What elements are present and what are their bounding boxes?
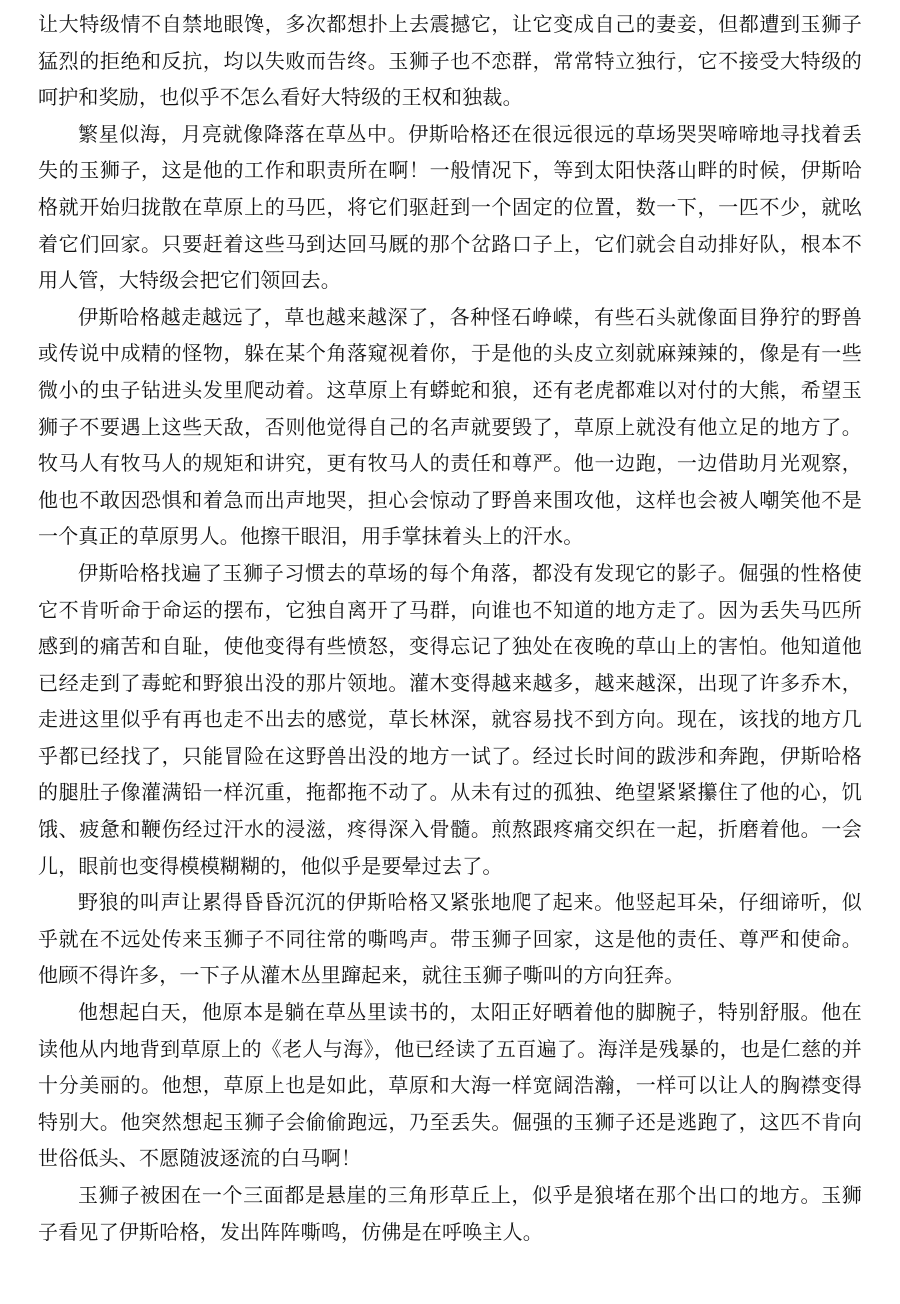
paragraph-7: 玉狮子被困在一个三面都是悬崖的三角形草丘上，似乎是狼堵在那个出口的地方。玉狮子看见了伊斯哈格，发出阵阵嘶鸣，仿佛是在呼唤主人。 <box>38 1183 862 1244</box>
paragraph-6: 他想起白天，他原本是躺在草丛里读书的，太阳正好晒着他的脚腕子，特别舒服。他在读他从内地背到草原上的《老人与海》，他已经读了五百遍了。海洋是残暴的，也是仁慈的并十分美丽的。他想，草原上也是如此，草原和大海一样宽阔浩瀚，一样可以让人的胸襟变得特别大。他突然想起玉狮子会偷偷跑远，乃至丢失。倔强的玉狮子还是逃跑了，这匹不肯向世俗低头、不愿随波逐流的白马啊！ <box>38 1000 862 1171</box>
paragraph-2: 繁星似海，月亮就像降落在草丛中。伊斯哈格还在很远很远的草场哭哭啼啼地寻找着丢失的玉狮子，这是他的工作和职责所在啊！一般情况下，等到太阳快落山畔的时候，伊斯哈格就开始归拢散在草原上的马匹，将它们驱赶到一个固定的位置，数一下，一匹不少，就吆着它们回家。只要赶着这些马到达回马厩的那个岔路口子上，它们就会自动排好队，根本不用人管，大特级会把它们领回去。 <box>38 121 862 293</box>
paragraph-5: 野狼的叫声让累得昏昏沉沉的伊斯哈格又紧张地爬了起来。他竖起耳朵，仔细谛听，似乎就在不远处传来玉狮子不同往常的嘶鸣声。带玉狮子回家，这是他的责任、尊严和使命。他顾不得许多，一下子从灌木丛里蹿起来，就往玉狮子嘶叫的方向狂奔。 <box>38 890 862 988</box>
paragraph-3: 伊斯哈格越走越远了，草也越来越深了，各种怪石峥嵘，有些石头就像面目狰狞的野兽或传说中成精的怪物，躲在某个角落窥视着你，于是他的头皮立刻就麻辣辣的，像是有一些微小的虫子钻进头发里爬动着。这草原上有蟒蛇和狼，还有老虎都难以对付的大熊，希望玉狮子不要遇上这些天敌，否则他觉得自己的名声就要毁了，草原上就没有他立足的地方了。牧马人有牧马人的规矩和讲究，更有牧马人的责任和尊严。他一边跑，一边借助月光观察，他也不敢因恐惧和着急而出声地哭，担心会惊动了野兽来围攻他，这样也会被人嘲笑他不是一个真正的草原男人。他擦干眼泪，用手掌抹着头上的汗水。 <box>38 304 862 549</box>
paragraph-1: 让大特级情不自禁地眼馋，多次都想扑上去震撼它，让它变成自己的妻妾，但都遭到玉狮子猛烈的拒绝和反抗，均以失败而告终。玉狮子也不恋群，常常特立独行，它不接受大特级的呵护和奖励，也似乎不怎么看好大特级的王权和独裁。 <box>38 12 862 110</box>
paragraph-4: 伊斯哈格找遍了玉狮子习惯去的草场的每个角落，都没有发现它的影子。倔强的性格使它不肯听命于命运的摆布，它独自离开了马群，向谁也不知道的地方走了。因为丢失马匹所感到的痛苦和自耻，使他变得有些愤怒，变得忘记了独处在夜晚的草山上的害怕。他知道他已经走到了毒蛇和野狼出没的那片领地。灌木变得越来越多，越来越深，出现了许多乔木，走进这里似乎有再也走不出去的感觉，草长林深，就容易找不到方向。现在，该找的地方几乎都已经找了，只能冒险在这野兽出没的地方一试了。经过长时间的跋涉和奔跑，伊斯哈格的腿肚子像灌满铅一样沉重，拖都拖不动了。从未有过的孤独、绝望紧紧攥住了他的心，饥饿、疲惫和鞭伤经过汗水的浸滋，疼得深入骨髓。煎熬跟疼痛交织在一起，折磨着他。一会儿，眼前也变得模模糊糊的，他似乎是要晕过去了。 <box>38 560 862 878</box>
document-page <box>38 6 862 1250</box>
